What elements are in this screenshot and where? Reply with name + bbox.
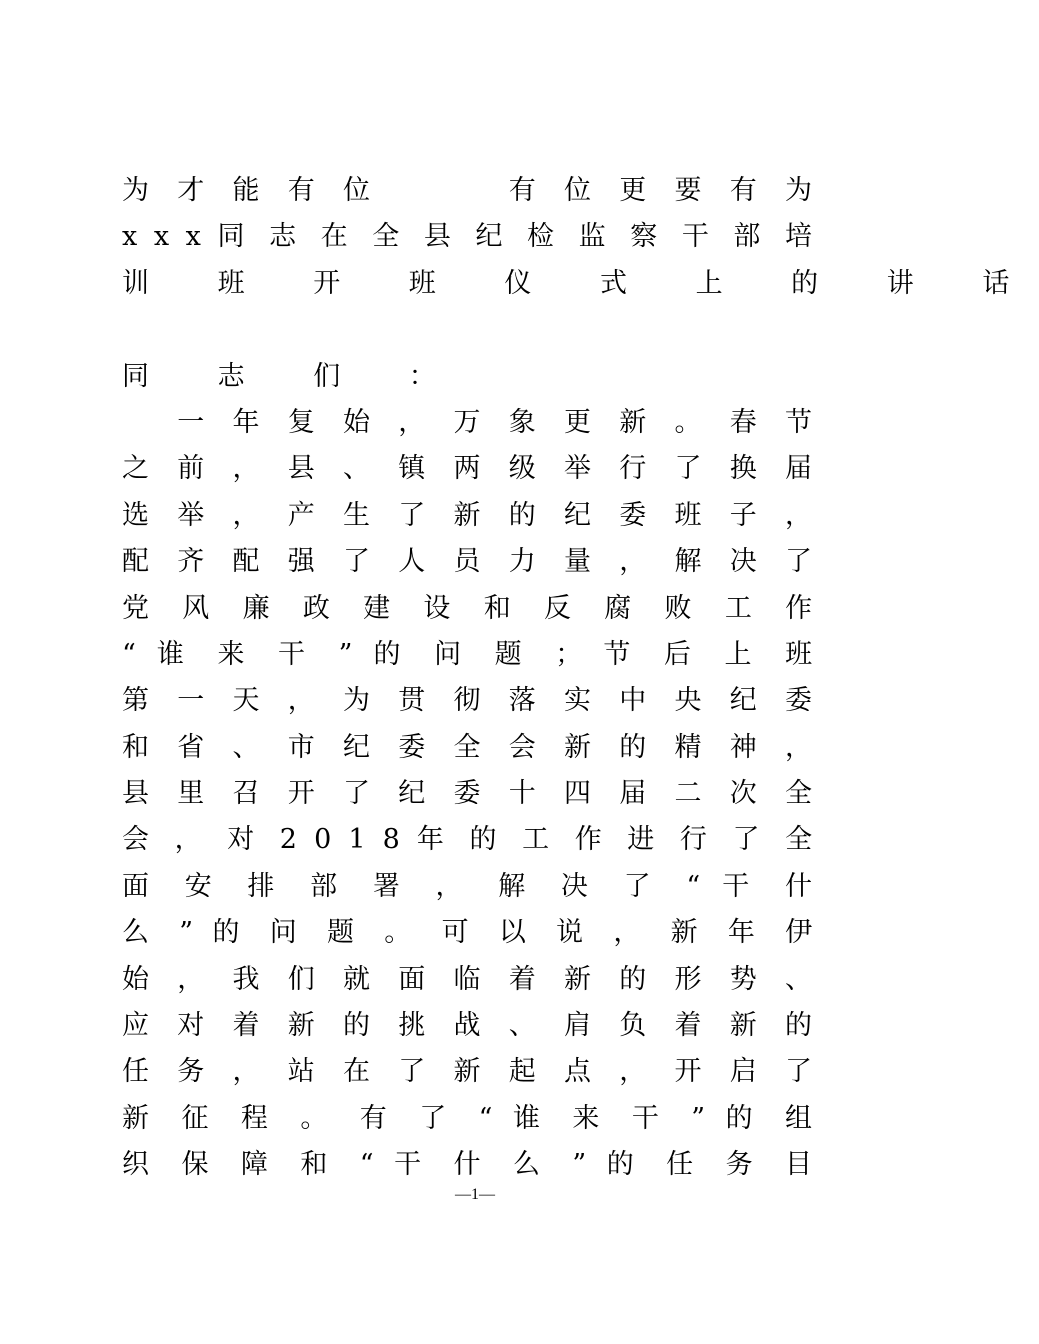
body-line-7: 第 一 天 ， 为 贯 彻 落 实 中 央 纪 委 (122, 685, 812, 717)
title-line-2: x x x 同 志 在 全 县 纪 检 监 察 干 部 培 (122, 221, 813, 253)
body-line-16: 新 征 程 。 有 了 “ 谁 来 干 ” 的 组 (122, 1102, 813, 1134)
page-number: —1— (455, 1186, 495, 1203)
document-body (122, 168, 1039, 1189)
body-line-15: 任 务 ， 站 在 了 新 起 点 ， 开 启 了 (122, 1056, 812, 1088)
body-line-4: 配 齐 配 强 了 人 员 力 量 ， 解 决 了 (122, 546, 812, 578)
body-line-8: 和 省 、 市 纪 委 全 会 新 的 精 神 ， (122, 731, 812, 763)
title-line-1: 为 才 能 有 位 有 位 更 要 有 为 (122, 175, 812, 206)
body-line-14: 应 对 着 新 的 挑 战 、 肩 负 着 新 的 (122, 1010, 812, 1042)
blank-line (122, 307, 812, 353)
salutation: 同 志 们 ： (122, 360, 466, 392)
body-line-11: 面 安 排 部 署 ， 解 决 了 “ 干 什 (122, 870, 812, 902)
body-line-10: 会 ， 对 2 0 1 8 年 的 工 作 进 行 了 全 (122, 824, 813, 856)
body-line-9: 县 里 召 开 了 纪 委 十 四 届 二 次 全 (122, 778, 812, 810)
body-line-12: 么 ” 的 问 题 。 可 以 说 ， 新 年 伊 (122, 917, 813, 949)
body-line-6: “ 谁 来 干 ” 的 问 题 ； 节 后 上 班 (122, 638, 813, 670)
body-line-3: 选 举 ， 产 生 了 新 的 纪 委 班 子 ， (122, 499, 812, 531)
body-line-2: 之 前 ， 县 、 镇 两 级 举 行 了 换 届 (122, 453, 812, 485)
title-line-3: 训 班 开 班 仪 式 上 的 讲 话 (122, 267, 1039, 299)
body-line-1: 一 年 复 始 ， 万 象 更 新 。 春 节 (177, 406, 812, 438)
body-line-17: 织 保 障 和 “ 干 什 么 ” 的 任 务 目 (122, 1149, 813, 1181)
body-line-5: 党 风 廉 政 建 设 和 反 腐 败 工 作 (122, 592, 813, 624)
body-line-13: 始 ， 我 们 就 面 临 着 新 的 形 势 、 (122, 963, 812, 995)
